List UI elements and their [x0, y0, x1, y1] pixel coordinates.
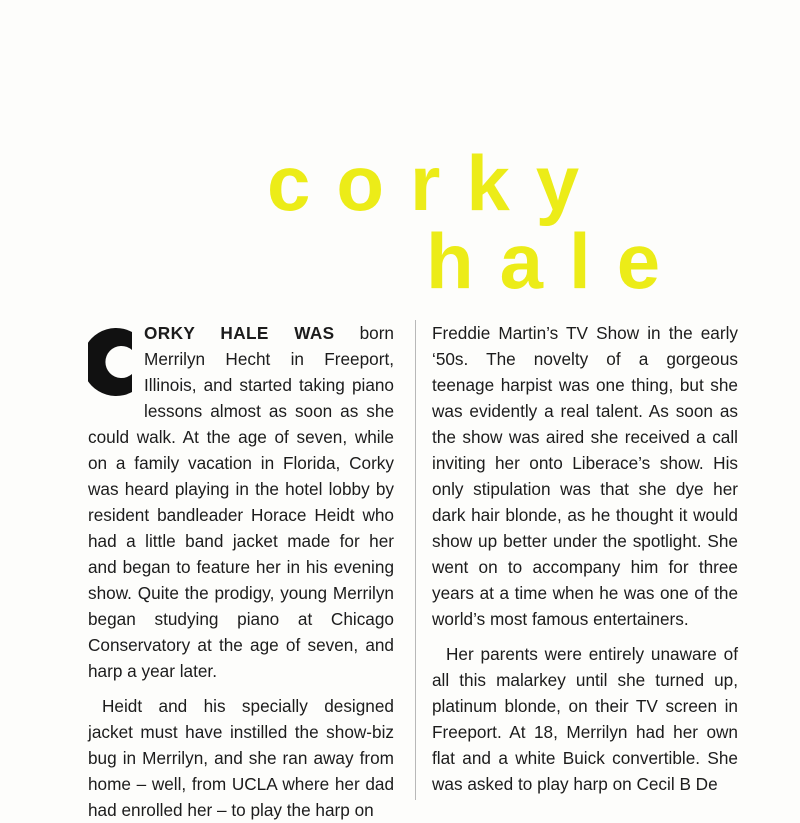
paragraph-2: Heidt and his specially designed jacket must have instilled the show-biz bug in Merrilyn, and she ran away from home – well, from UCLA where her dad had enrolled her – to play the harp on — [88, 696, 394, 820]
title-line-2: hale — [426, 217, 687, 305]
paragraph-4: Her parents were entirely unaware of all this malarkey until she turned up, platinum blonde, on their TV screen in Freeport. At 18, Merrilyn had her own flat and a white Buick convertible. She was asked to play harp on Cecil B De — [432, 644, 738, 794]
lead-in: ORKY HALE WAS — [144, 323, 335, 343]
paragraph-3: Freddie Martin’s TV Show in the early ‘50s. The novelty of a gorgeous teenage harpist was one thing, but she was evidently a real talent. As soon as the show was aired she received a call inviting her onto Liberace’s show. His only stipulation was that she dye her dark hair blonde, as he thought it would show up better under the spotlight. She went on to accompany him for three years at a time when he was one of the world’s most famous entertainers. — [432, 323, 738, 629]
paragraph-1-text: born Merrilyn Hecht in Freeport, Illinois, and started taking piano lessons almost as soon as she could walk. At the age of seven, while on a family vacation in Florida, Corky was heard playing in the hotel lobby by resident bandleader Horace Heidt who had a little band jacket made for her and began to feature her in his evening show. Quite the prodigy, young Merrilyn began studying piano at Chicago Conservatory at the age of seven, and harp a year later. — [88, 323, 394, 681]
article-column-left — [88, 320, 394, 823]
dropcap-glyph — [88, 324, 136, 400]
column-divider — [415, 320, 416, 800]
article-column-right — [432, 320, 738, 797]
title-line-1: corky — [267, 139, 606, 227]
paragraph-1 — [88, 320, 394, 684]
dropcap — [88, 324, 136, 400]
